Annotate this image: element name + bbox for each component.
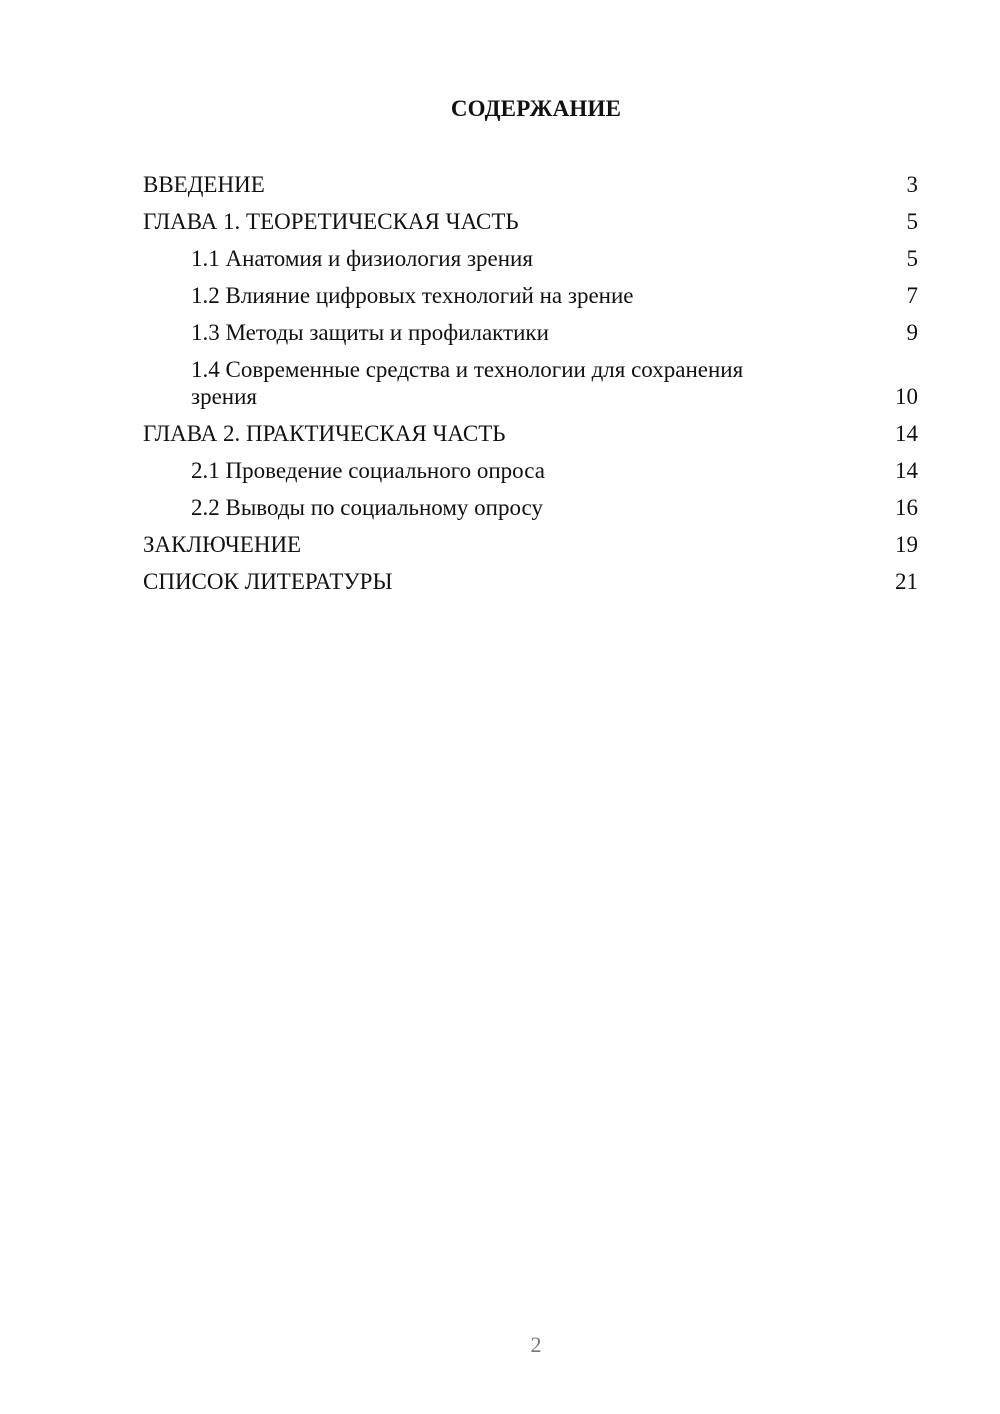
toc-entry-page: 14 <box>895 458 918 483</box>
toc-entry-page: 5 <box>906 246 918 271</box>
toc-entry-page: 10 <box>895 384 918 409</box>
toc-entry-label: ЗАКЛЮЧЕНИЕ <box>143 532 302 557</box>
toc-entry-page: 7 <box>906 283 918 308</box>
toc-entry-label: 2.1 Проведение социального опроса <box>191 458 545 483</box>
toc-entry-label: ГЛАВА 1. ТЕОРЕТИЧЕСКАЯ ЧАСТЬ <box>143 209 519 234</box>
toc-entry-section-1-1 <box>143 245 918 272</box>
toc-entry-label: 1.3 Методы защиты и профилактики <box>191 320 549 345</box>
toc-entry-page: 21 <box>895 569 918 594</box>
toc-entry-label: 1.2 Влияние цифровых технологий на зрение <box>191 283 634 308</box>
toc-entry-page: 16 <box>895 495 918 520</box>
toc-title: СОДЕРЖАНИЕ <box>450 96 622 121</box>
toc-entry-page: 14 <box>895 421 918 446</box>
toc-entry-references <box>143 568 918 595</box>
table-of-contents <box>143 171 918 605</box>
toc-entry-chapter-2 <box>143 420 918 447</box>
toc-entry-page: 9 <box>906 320 918 345</box>
toc-entry-label: 1.4 Современные средства и технологии для сохранения зрения <box>191 357 744 409</box>
toc-entry-page: 3 <box>906 172 918 197</box>
toc-entry-chapter-1 <box>143 208 918 235</box>
page-number: 2 <box>530 1332 542 1357</box>
toc-entry-label: 1.1 Анатомия и физиология зрения <box>191 246 533 271</box>
toc-entry-section-1-4 <box>143 356 918 410</box>
toc-entry-label: 2.2 Выводы по социальному опросу <box>191 495 543 520</box>
toc-entry-introduction <box>143 171 918 198</box>
toc-entry-page: 5 <box>906 209 918 234</box>
toc-entry-section-1-2 <box>143 282 918 309</box>
toc-entry-page: 19 <box>895 532 918 557</box>
toc-entry-label: СПИСОК ЛИТЕРАТУРЫ <box>143 569 393 594</box>
toc-entry-conclusion <box>143 531 918 558</box>
toc-entry-section-2-2 <box>143 494 918 521</box>
toc-entry-section-2-1 <box>143 457 918 484</box>
toc-entry-label: ГЛАВА 2. ПРАКТИЧЕСКАЯ ЧАСТЬ <box>143 421 506 446</box>
toc-entry-section-1-3 <box>143 319 918 346</box>
toc-entry-label: ВВЕДЕНИЕ <box>143 172 265 197</box>
